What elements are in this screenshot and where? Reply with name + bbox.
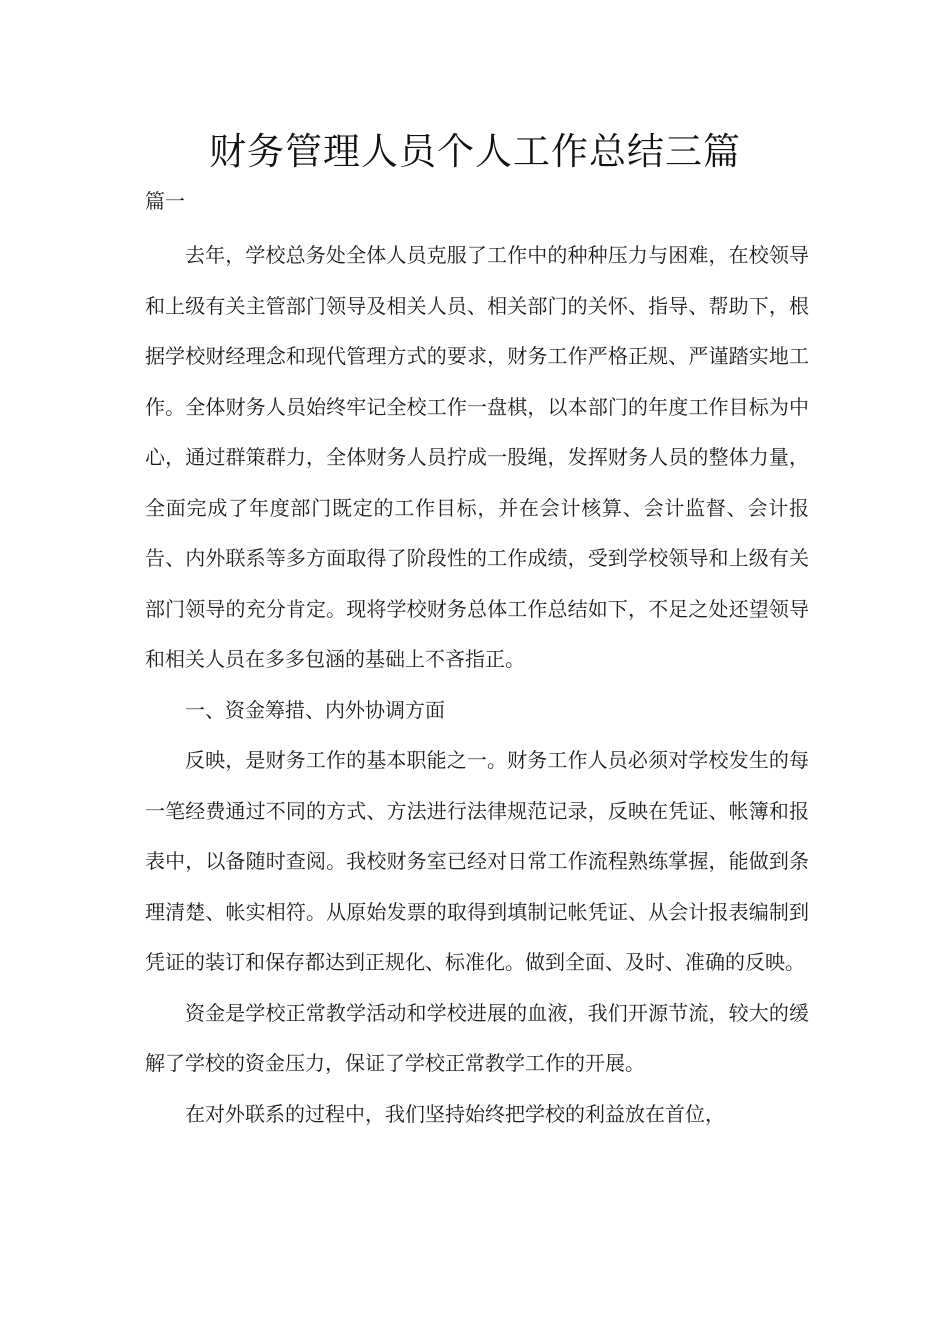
section-label: 篇一 (145, 189, 185, 213)
paragraph: 资金是学校正常教学活动和学校进展的血液，我们开源节流，较大的缓解了学校的资金压力，保证了学校正常教学工作的开展。 (145, 1000, 809, 1075)
section-heading: 一、资金筹措、内外协调方面 (185, 697, 445, 722)
document-title: 财务管理人员个人工作总结三篇 (209, 130, 741, 173)
paragraph: 在对外联系的过程中，我们坚持始终把学校的利益放在首位， (185, 1101, 725, 1126)
paragraph: 去年，学校总务处全体人员克服了工作中的种种压力与困难，在校领导和上级有关主管部门领导及相关人员、相关部门的关怀、指导、帮助下，根据学校财经理念和现代管理方式的要求，财务工作严格正规、严谨踏实地工作。全体财务人员始终牢记全校工作一盘棋，以本部门的年度工作目标为中心，通过群策群力，全体财务人员拧成一股绳，发挥财务人员的整体力量，全面完成了年度部门既定的工作目标，并在会计核算、会计监督、会计报告、内外联系等多方面取得了阶段性的工作成绩，受到学校领导和上级有关部门领导的充分肯定。现将学校财务总体工作总结如下，不足之处还望领导和相关人员在多多包涵的基础上不吝指正。 (145, 243, 809, 671)
document-body (145, 230, 809, 1139)
paragraph: 反映，是财务工作的基本职能之一。财务工作人员必须对学校发生的每一笔经费通过不同的方式、方法进行法律规范记录，反映在凭证、帐簿和报表中，以备随时查阅。我校财务室已经对日常工作流程熟练掌握，能做到条理清楚、帐实相符。从原始发票的取得到填制记帐凭证、从会计报表编制到凭证的装订和保存都达到正规化、标准化。做到全面、及时、准确的反映。 (145, 748, 809, 974)
